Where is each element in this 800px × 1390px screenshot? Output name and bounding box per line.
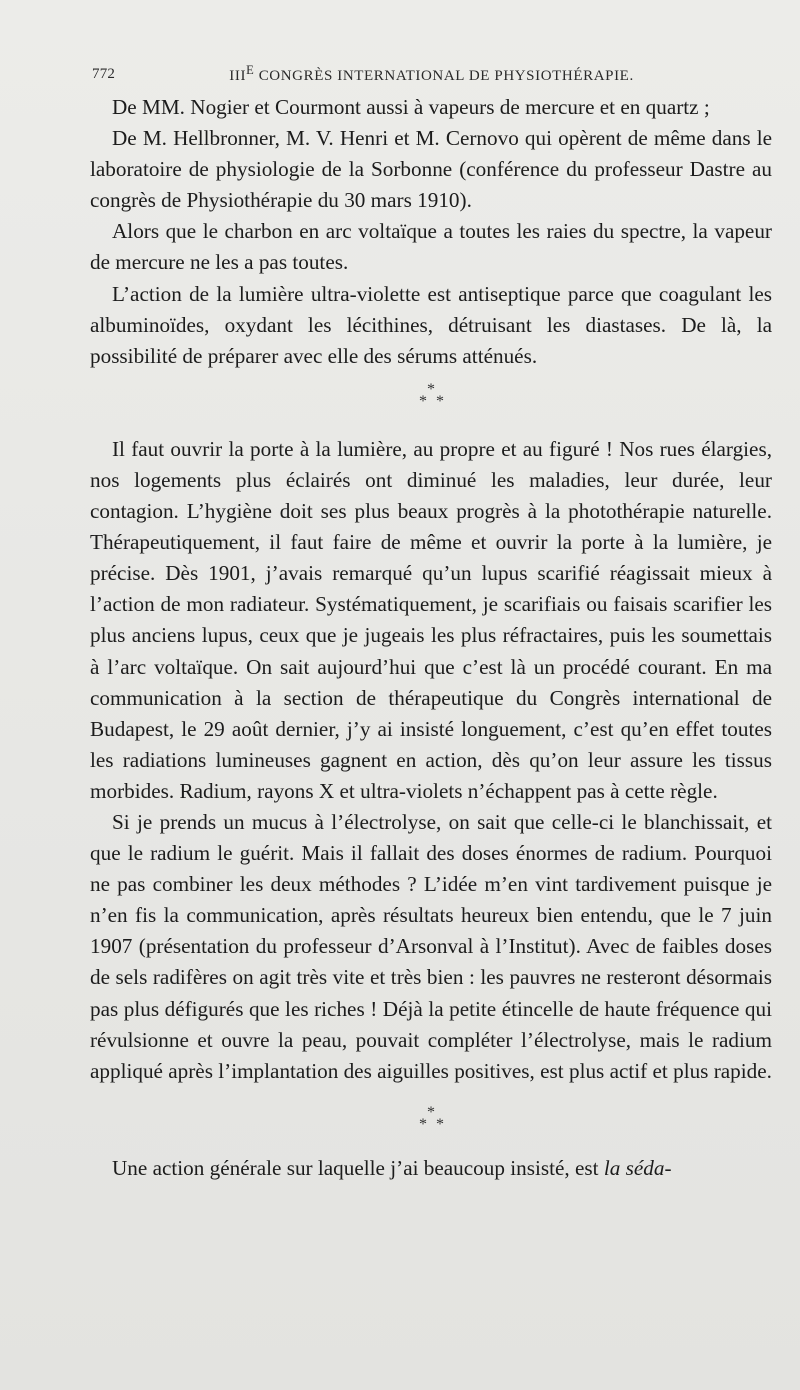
paragraph-7 [90,1153,772,1184]
asterisk-left: * [419,392,427,410]
italic-tail: la séda- [603,1155,672,1180]
running-title-text: $III^E$ CONGRÈS INTERNATIONAL DE PHYSIOTHÉRAPIE. [229,63,634,84]
paragraph-6: Si je prends un mucus à l’électrolyse, on sait que celle-ci le blanchissait, et que le radium le guérit. Mais il fallait des doses énormes de radium. Pourquoi ne pas combiner les deux méthodes ? L’idée m’en vint tardivement puisque je n’en fis la communication, après résultats heureux bien entendu, que le 7 juin 1907 (présentation du professeur d’Arsonval à l’Institut). Avec de faibles doses de sels radifères on agit très vite et très bien : les pauvres ne resteront désormais pas plus défigurés que les riches ! Déjà la petite étincelle de haute fréquence qui révulsionne et ouvre la peau, pouvait compléter l’électrolyse, mais le radium appliqué après l’implantation des aiguilles positives, est plus actif et plus rapide. [90,809,772,1083]
paragraph-3: Alors que le charbon en arc voltaïque a toutes les raies du spectre, la vapeur de mercure ne les a pas toutes. [90,219,772,275]
page-number: 772 [92,65,116,82]
asterisk-top: * [427,380,435,398]
section-separator-2 [90,1095,772,1147]
asterisk-top: * [427,1103,435,1121]
asterisk-left: * [419,1115,427,1133]
section-separator-1 [90,372,772,428]
asterisk-right: * [436,392,444,410]
asterisk-right: * [436,1115,444,1133]
page-header [92,62,774,86]
paragraph-5: Il faut ouvrir la porte à la lumière, au propre et au figuré ! Nos rues élargies, nos logements plus éclairés ont diminué les maladies, leur durée, leur contagion. L’hygiène doit ses plus beaux progrès à la photothérapie naturelle. Thérapeutiquement, il faut faire de même et ouvrir la porte à la lumière, je précise. Dès 1901, j’avais remarqué qu’un lupus scarifié réagissait mieux à l’action de mon radiateur. Systématiquement, je scarifiais ou faisais scarifier les plus anciens lupus, ceux que je jugeais les plus réfractaires, puis les soumettais à l’arc voltaïque. On sait aujourd’hui que c’est là un procédé courant. En ma communication à la section de thérapeutique du Congrès international de Budapest, le 29 août dernier, j’y ai insisté longuement, c’est qu’en effet toutes les radiations lumineuses gagnent en action, dès qu’on leur assure les tissus morbides. Radium, rayons X et ultra-violets n’échappent pas à cette règle. [90,436,772,803]
page-content [90,92,772,1184]
paragraph-7-text: Une action générale sur laquelle j’ai beaucoup insisté, est [112,1155,599,1180]
running-title [115,63,748,85]
paragraph-2: De M. Hellbronner, M. V. Henri et M. Cernovo qui opèrent de même dans le laboratoire de physiologie de la Sorbonne (conférence du professeur Dastre au congrès de Physiothérapie du 30 mars 1910). [90,126,772,213]
paragraph-4: L’action de la lumière ultra-violette est antiseptique parce que coagulant les albuminoïdes, oxydant les lécithines, détruisant les diastases. De là, la possibilité de préparer avec elle des sérums atténués. [90,281,772,368]
paragraph-1: De MM. Nogier et Courmont aussi à vapeurs de mercure et en quartz ; [112,95,710,119]
